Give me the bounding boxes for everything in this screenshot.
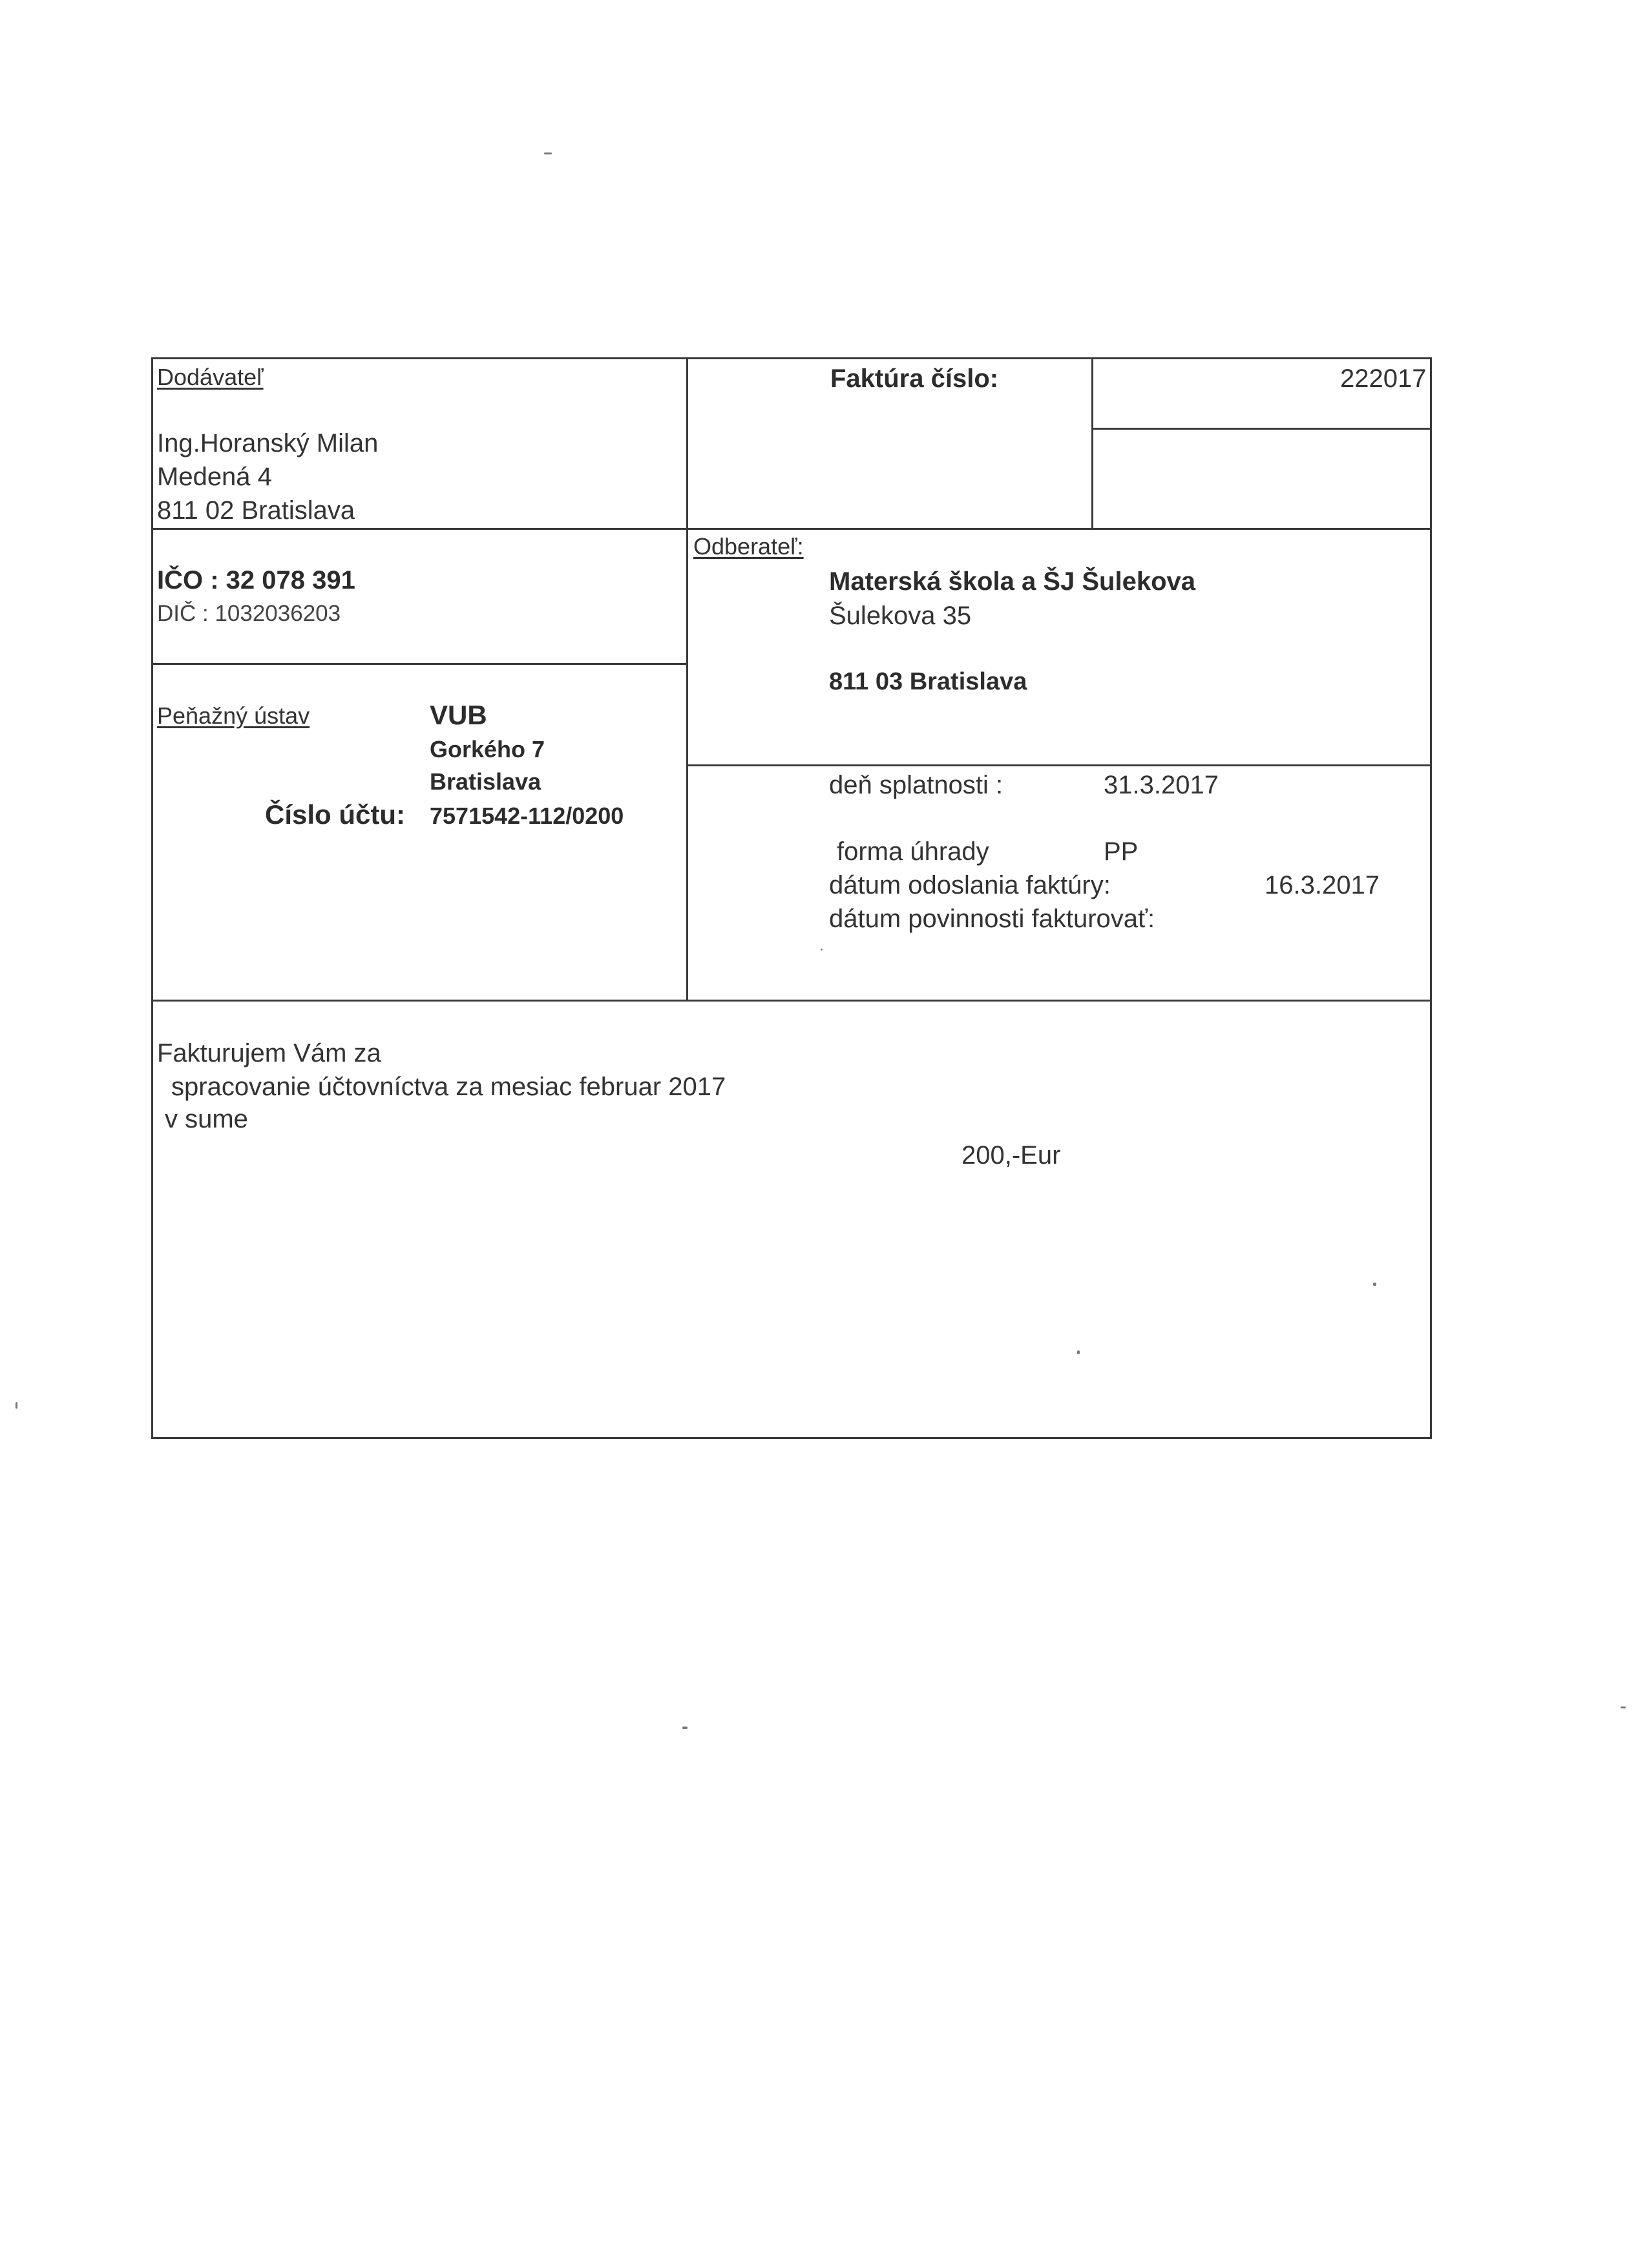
number-box-inner-line: [1091, 428, 1432, 430]
bank-name: VUB: [430, 700, 487, 730]
body-line-2: spracovanie účtovníctva za mesiac februar 2017: [171, 1073, 726, 1101]
frame-middle-line: [151, 1000, 1432, 1002]
payment-form-label: forma úhrady: [837, 837, 989, 866]
duty-date-label: dátum povinnosti fakturovať:: [829, 905, 1155, 933]
supplier-city: 811 02 Bratislava: [157, 496, 355, 525]
bank-heading: Peňažný ústav: [157, 702, 310, 729]
customer-divider-line: [686, 764, 1432, 766]
scan-speck: [16, 1402, 17, 1409]
customer-street: Šulekova 35: [829, 602, 972, 630]
bank-city: Bratislava: [430, 768, 541, 795]
scan-speck: [682, 1727, 688, 1729]
account-label: Číslo účtu:: [265, 799, 405, 830]
bank-street: Gorkého 7: [430, 736, 545, 762]
scan-speck: [544, 152, 552, 154]
sent-date-value: 16.3.2017: [1265, 871, 1380, 899]
body-line-3: v sume: [165, 1105, 248, 1133]
column-divider-line: [686, 357, 688, 1002]
invoice-number-value: 222017: [1340, 364, 1427, 393]
due-date-value: 31.3.2017: [1104, 771, 1219, 799]
supplier-heading: Dodávateľ: [157, 364, 264, 390]
scan-speck: [1077, 1350, 1080, 1354]
body-line-1: Fakturujem Vám za: [157, 1039, 381, 1067]
customer-heading: Odberateľ:: [693, 533, 804, 560]
supplier-name: Ing.Horanský Milan: [157, 429, 379, 457]
supplier-ico: IČO : 32 078 391: [157, 566, 355, 594]
frame-top-line: [151, 357, 1432, 359]
account-number: 7571542-112/0200: [430, 803, 624, 829]
scan-speck: [821, 949, 823, 950]
frame-bottom-line: [151, 1437, 1432, 1439]
sent-date-label: dátum odoslania faktúry:: [829, 871, 1111, 899]
customer-city: 811 03 Bratislava: [829, 668, 1027, 695]
number-box-divider-line: [1091, 357, 1093, 530]
bank-divider-line: [151, 663, 688, 665]
payment-form-value: PP: [1104, 837, 1139, 866]
frame-left-line: [151, 357, 153, 1439]
invoice-number-label: Faktúra číslo:: [830, 364, 999, 393]
customer-name: Materská škola a ŠJ Šulekova: [829, 567, 1195, 596]
scan-speck: [1621, 1706, 1626, 1708]
supplier-dic: DIČ : 1032036203: [157, 601, 341, 626]
frame-right-line: [1430, 357, 1432, 1439]
amount-value: 200,-Eur: [961, 1141, 1061, 1170]
supplier-street: Medená 4: [157, 463, 272, 491]
supplier-divider-line: [151, 528, 1432, 530]
due-date-label: deň splatnosti :: [829, 771, 1003, 799]
scan-speck: [1373, 1283, 1376, 1286]
